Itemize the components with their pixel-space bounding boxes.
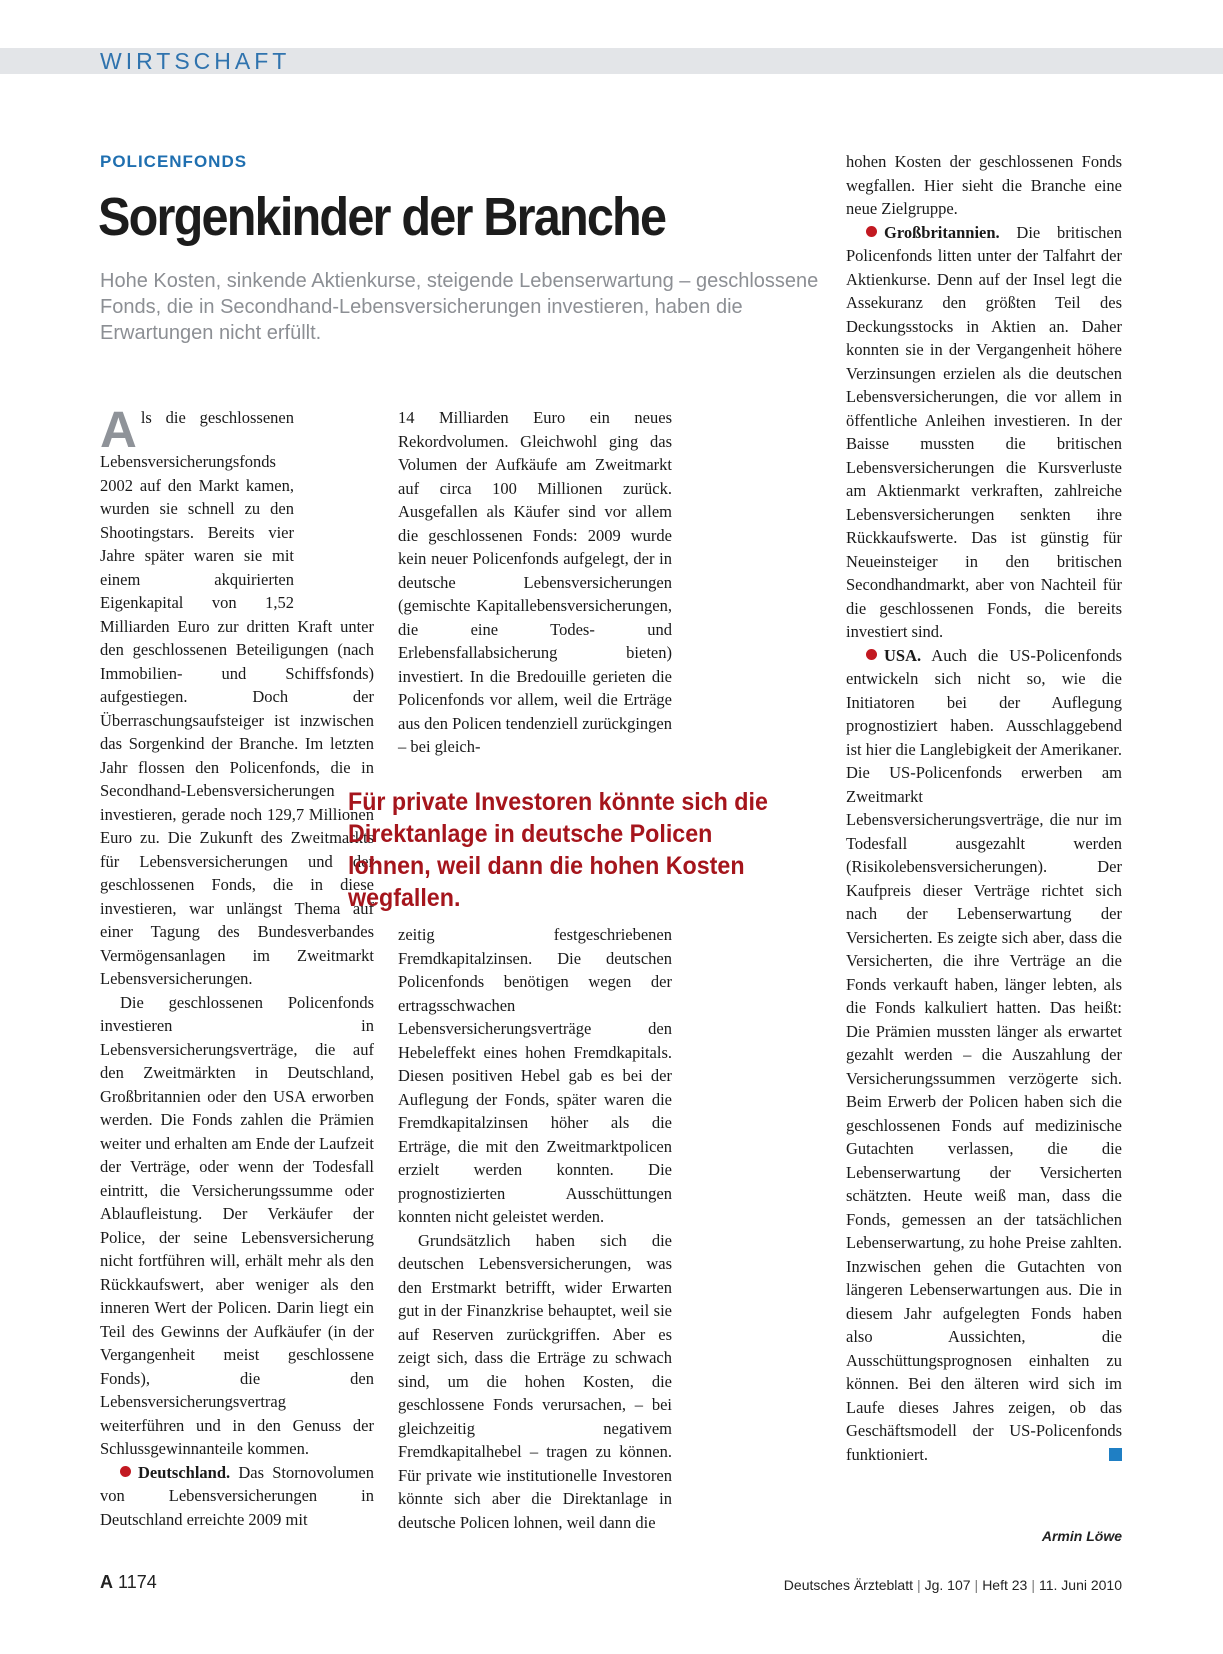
body-paragraph-deutschland [100, 1461, 374, 1532]
footer-separator: | [1031, 1577, 1035, 1593]
pull-quote: Für private Investoren könnte sich die Direktanlage in deutsche Policen lohnen, weil dann die hohen Kosten wegfallen. [348, 788, 768, 912]
page-folio [100, 1572, 157, 1593]
usa-text: Auch die US-Policenfonds entwickeln sich nicht so, wie die Initiatoren bei der Auflegung prognostiziert haben. Ausschlaggebend ist hier die Langlebigkeit der Amerikaner. Die US-Policenfonds erwerben am Zweitmarkt Lebensversicherungsverträge, die nur im Todesfall ausgezahlt werden (Risikolebensversicherungen). Der Kaufpreis dieser Verträge richtet sich nach der Lebenserwartung der Versicherten. Es zeigte sich aber, dass die Versicherten, die ihre Verträge an die Fonds verkauft haben, länger lebten, als die Fonds kalkuliert hatten. Das heißt: Die Prämien mussten länger als erwartet gezahlt werden – die Auszahlung der Versicherungssummen verzögerte sich. Beim Erwerb der Policen haben sich die geschlossenen Fonds auf medizinische Gutachten verlassen, die die Lebenserwartung der Versicherten schätzten. Heute weiß man, dass die Fonds, gemessen an der tatsächlichen Lebenserwartung, zu hohe Preise zahlten. Inzwischen gehen die Gutachten von längeren Lebenserwartungen aus. Die in diesem Jahr aufgelegten Fonds haben also Aussichten, die Ausschüttungsprognosen einhalten zu können. Bei den älteren wird sich im Laufe dieses Jahres zeigen, ob das Geschäftsmodell der US-Policenfonds funktioniert. [846, 645, 1122, 1464]
body-paragraph: zeitig festgeschriebenen Fremdkapitalzinsen. Die deutschen Policenfonds benötigen wegen der ertragsschwachen Lebensversicherungsverträge den Hebeleffekt eines hohen Fremdkapitals. Diesen positiven Hebel gab es bei der Auflegung der Fonds, später waren die Fremdkapitalzinsen höher als die Erträge, die mit den Zweitmarktpolicen erzielt werden konnten. Die prognostizierten Ausschüttungen konnten nicht geleistet werden. [398, 925, 672, 1226]
body-paragraph-usa [846, 644, 1122, 1467]
body-column-1 [100, 401, 374, 1531]
folio-page-letter: A [100, 1572, 113, 1592]
journal-date: 11. Juni 2010 [1038, 1577, 1122, 1593]
article-kicker: POLICENFONDS [100, 152, 248, 171]
red-bullet-icon [866, 649, 877, 660]
intro-text: ls die geschlossenen Lebensversicherungsfonds 2002 auf den Markt kamen, wurden sie schnell zu den Shootingstars. Bereits vier Jahre später waren sie mit einem akquirierten Eigenkapital von 1,52 Milliarden Euro zur dritten Kraft unter den geschlossenen Beteiligungen (nach Immobilien- und Schiffsfonds) aufgestiegen. Doch der Überraschungsaufsteiger ist inzwischen das Sorgenkind der Branche. Im letzten Jahr flossen den Policenfonds, die in Secondhand-Lebensversicherungen investieren, gerade noch 129,7 Millionen Euro zu. Die Zukunft des Zweitmarkts für Lebensversicherungen und der geschlossenen Fonds, die in diese investieren, war unlängst Thema auf einer Tagung des Bundesverbandes Vermögensanlagen im Zweitmarkt Lebensversicherungen. [100, 408, 374, 988]
subhead-deutschland: Deutschland. [138, 1462, 231, 1482]
body-column-2-bottom [398, 923, 672, 1534]
grossbritannien-text: Die britischen Policenfonds litten unter der Talfahrt der Aktienkurse. Denn auf der Insel legt die Assekuranz den größten Teil des Deckungsstocks in Aktien an. Daher konnten sie in der Vergangenheit höhere Verzinsungen erzielen als die deutschen Lebensversicherungen, die vor allem in öffentliche Anleihen investieren. In der Baisse mussten die britischen Lebensversicherungen die Kursverluste am Aktienmarkt verkraften, zahlreiche Lebensversicherungen senkten ihre Rückkaufswerte. Das ist günstig für Neueinsteiger in den britischen Secondhandmarkt, aber von Nachteil für die geschlossenen Fonds, die bereits investiert sind. [846, 222, 1123, 641]
pull-quote-wrap-space [294, 406, 374, 596]
body-paragraph-intro [100, 401, 374, 991]
author-byline: Armin Löwe [1041, 1528, 1122, 1544]
journal-volume: Jg. 107 [924, 1577, 971, 1593]
subhead-usa: USA. [884, 645, 922, 665]
red-bullet-icon [120, 1466, 131, 1477]
body-paragraph: Die geschlossenen Policenfonds investieren in Lebensversicherungsverträge, die auf den Zweitmärkten in Deutschland, Großbritannien oder den USA erworben werden. Die Fonds zahlen die Prämien weiter und erhalten am Ende der Laufzeit der Verträge, oder wenn der Todesfall eintritt, die Versicherungssumme oder Ablaufleistung. Der Verkäufer der Police, der seine Lebensversicherung nicht fortführen will, erhält mehr als den Rückkaufswert, aber weniger als den inneren Wert der Policen. Darin liegt ein Teil des Gewinns der Aufkäufer (in der Vergangenheit meist geschlossene Fonds), die den Lebensversicherungsvertrag weiterführen und in den Genuss der Schlussgewinnanteile kommen. [100, 992, 374, 1458]
article-standfirst: Hohe Kosten, sinkende Aktienkurse, steigende Lebenserwartung – geschlossene Fonds, die in Secondhand-Lebensversicherungen investieren, haben die Erwartungen nicht erfüllt. [100, 270, 819, 344]
body-paragraph: 14 Milliarden Euro ein neues Rekordvolumen. Gleichwohl ging das Volumen der Aufkäufe am Zweitmarkt auf circa 100 Millionen zurück. Ausgefallen als Käufer sind vor allem die geschlossenen Fonds: 2009 wurde kein neuer Policenfonds aufgelegt, der in deutsche Lebensversicherungen (gemischte Kapitallebensversicherungen, die eine Todes- und Erlebensfallabsicherung bieten) investiert. In die Bredouille gerieten die Policenfonds vor allem, weil die Erträge aus den Policen tendenziell zurückgingen – bei gleich- [398, 408, 672, 756]
end-of-article-square-icon [1109, 1448, 1122, 1461]
body-paragraph-grossbritannien [846, 221, 1122, 644]
body-paragraph: hohen Kosten der geschlossenen Fonds wegfallen. Hier sieht die Branche eine neue Zielgruppe. [846, 152, 1122, 218]
section-label: WIRTSCHAFT [100, 48, 291, 74]
red-bullet-icon [866, 226, 877, 237]
subhead-grossbritannien: Großbritannien. [884, 222, 1000, 242]
footer-separator: | [916, 1577, 921, 1593]
footer-separator: | [974, 1577, 979, 1593]
journal-name: Deutsches Ärzteblatt [783, 1577, 913, 1593]
body-column-3 [846, 150, 1122, 1466]
journal-issue: Heft 23 [982, 1577, 1028, 1593]
journal-footer [784, 1577, 1122, 1593]
body-column-2-top [398, 406, 672, 759]
deutschland-text: Das Stornovolumen von Lebensversicherungen in Deutschland erreichte 2009 mit [100, 1462, 374, 1529]
drop-cap: A [100, 401, 137, 458]
folio-page-number: 1174 [118, 1572, 157, 1592]
body-paragraph: Grundsätzlich haben sich die deutschen Lebensversicherungen, was den Erstmarkt betrifft, wider Erwarten gut in der Finanzkrise behauptet, weil sie auf Reserven zurückgriffen. Aber es zeigt sich, dass die Erträge zu schwach sind, um die hohen Kosten, die geschlossene Fonds verursachen, – bei gleichzeitig negativem Fremdkapitalhebel – tragen zu können. Für private wie institutionelle Investoren könnte sich aber die Direktanlage in deutsche Policen lohnen, weil dann die [398, 1230, 672, 1532]
article-headline: Sorgenkinder der Branche [98, 187, 666, 247]
